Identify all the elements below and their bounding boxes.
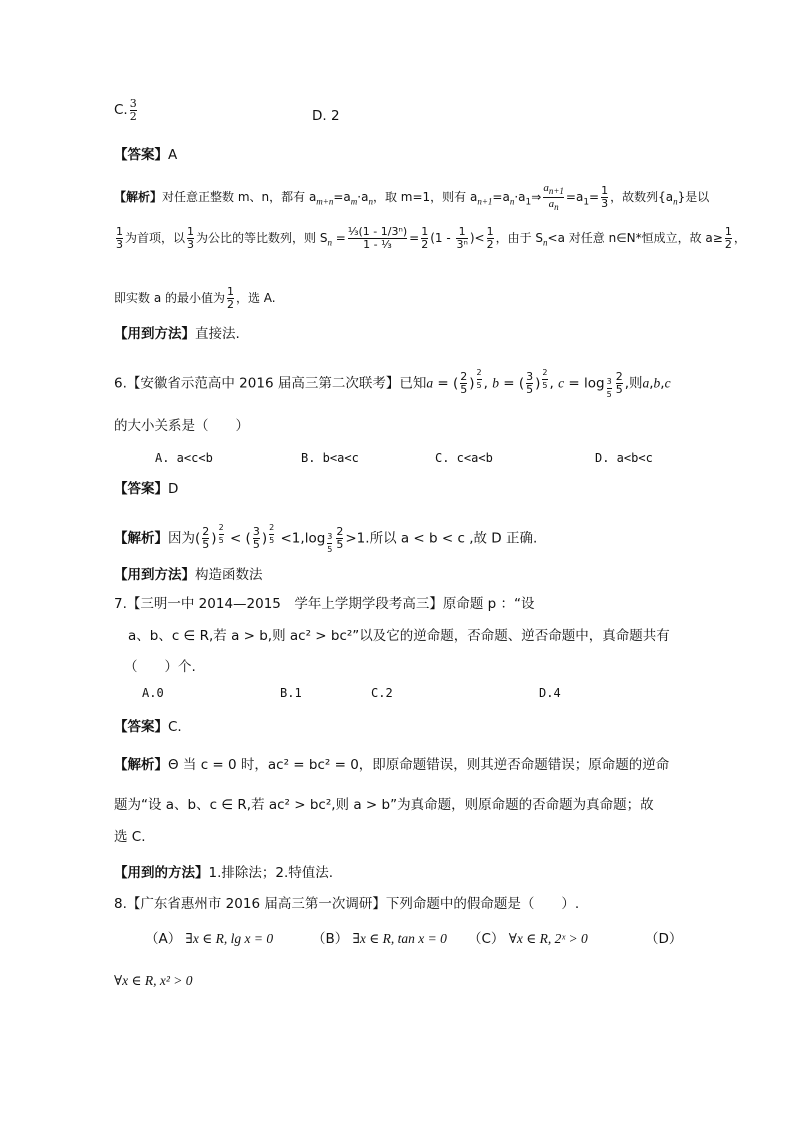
q7-answer: 【答案】C. (114, 719, 182, 735)
q5-method: 【用到方法】直接法. (114, 326, 240, 342)
q7-analysis-line-1: 【解析】Θ 当 c = 0 时，ac² = bc² = 0，即原命题错误，则其逆否命题错误；原命题的逆命 (114, 757, 670, 773)
q6-option-c: C. c<a<b (435, 451, 493, 465)
q7-method: 【用到的方法】1.排除法；2.特值法. (114, 865, 334, 881)
q7-stem-line-1: 7.【三明一中 2014—2015 学年上学期学段考高三】原命题 p ：“设 (114, 596, 535, 612)
q8-option-c: （C） ∀x ∈ R, 2ˣ > 0 (468, 931, 588, 947)
q8-option-a: （A） ∃x ∈ R, lg x = 0 (145, 931, 274, 947)
q6-answer: 【答案】D (114, 481, 179, 497)
q6-stem: 6.【安徽省示范高中 2016 届高三第二次联考】已知a = ( $\frac{2}{5}$ ) $^{\frac{2}{5}}$ , b = ( $\frac{3}{5}$ ) $^{\frac{2}{5}}$ , c = log $_{\frac{3}{5}}$ $\frac{2}{5}$ ,则a,b,c (114, 368, 671, 400)
q6-option-a: A. a<c<b (155, 451, 213, 465)
q7-option-a: A.0 (142, 686, 164, 700)
q7-analysis-line-2: 题为“设 a、b、c ∈ R,若 ac² > bc²,则 a > b”为真命题，则原命题的否命题为真命题；故 (114, 797, 654, 813)
q5-analysis-line-3: 即实数 a 的最小值为 $\frac{1}{2}$ ，选 A. (114, 285, 276, 311)
q7-option-c: C.2 (371, 686, 393, 700)
q5-option-c-fraction: $\frac{3}{2}$ (129, 97, 137, 123)
q6-method: 【用到方法】构造函数法 (114, 567, 263, 583)
q6-stem-tail: 的大小关系是（ ） (114, 418, 249, 434)
q7-analysis-line-3: 选 C. (114, 829, 146, 845)
q6-analysis: 【解析】因为( $\frac{2}{5}$ ) $^{\frac{2}{5}}$ < ( $\frac{3}{5}$ ) $^{\frac{2}{5}}$ <1,log $_{\frac{3}{5}}$ $\frac{2}{5}$ >1.所以 a < b < c ,故 D 正确. (114, 523, 538, 555)
q5-analysis-line-2: $\frac{1}{3}$ 为首项，以 $\frac{1}{3}$ 为公比的等比数列，则 $S_n$ = $\frac{\text{⅓(1 - 1/3ⁿ)}}{\text{1 - ⅓}}$ = $\frac{1}{2}$ (1 - $\frac{1}{\text{3ⁿ}}$ )< $\frac{1}{2}$ ，由于 $S_n<a$ 对任意 n∈N*恒成立，故 a≥ $\frac{1}{2}$ ， (116, 225, 746, 251)
q5-answer: 【答案】A (114, 147, 178, 163)
q7-stem-line-2: a、b、c ∈ R,若 a > b,则 ac² > bc²”以及它的逆命题，否命题、逆否命题中，真命题共有 (128, 628, 670, 644)
q5-option-d: D. 2 (312, 108, 340, 124)
q8-option-b: （B） ∃x ∈ R, tan x = 0 (312, 931, 447, 947)
q8-option-d-label: （D） (645, 931, 683, 947)
q8-option-d: ∀x ∈ R, x² > 0 (114, 973, 193, 988)
q7-option-b: B.1 (280, 686, 302, 700)
q5-option-c: C. $\frac{3}{2}$ (114, 97, 137, 123)
q7-stem-line-3: （ ）个. (124, 659, 196, 675)
q6-option-b: B. b<a<c (301, 451, 359, 465)
q7-option-d: D.4 (539, 686, 561, 700)
q5-analysis-line-1: 【解析】对任意正整数 m、n，都有 $a_{m+n}=a_m\cdot a_n$，取 m=1，则有 $a_{n+1}=a_n\cdot a_1\Rightarrow$ $\frac{a_{n+1}}{a_n}$ $=a_1=$ $\frac{1}{3}$ ，故数列$\{a_n\}$是以 (114, 182, 710, 213)
q8-stem: 8.【广东省惠州市 2016 届高三第一次调研】下列命题中的假命题是（ ）. (114, 896, 580, 912)
q6-option-d: D. a<b<c (595, 451, 653, 465)
